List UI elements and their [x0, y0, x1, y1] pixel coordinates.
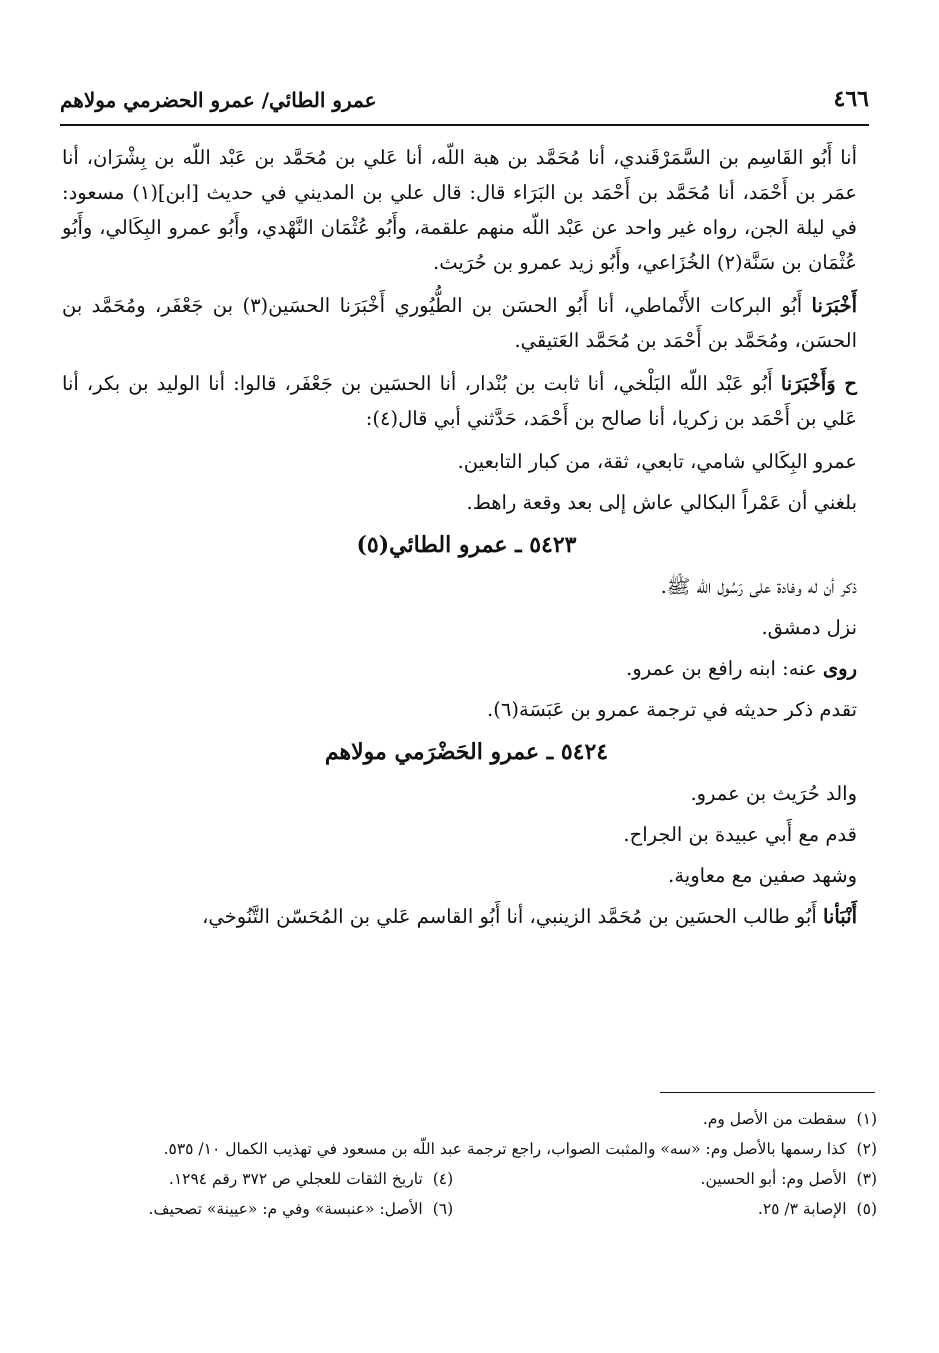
page-number: ٤٦٦ — [833, 86, 869, 112]
footnote-1-text: سقطت من الأصل وم. — [702, 1110, 847, 1128]
footnote-6-text: الأصل: «عنبسة» وفي م: «عيينة» تصحيف. — [148, 1200, 423, 1218]
entry-5424-line-4-lead: أَنْبَأنا — [822, 905, 857, 928]
footnote-4 — [62, 1164, 453, 1194]
entry-5424-body — [62, 776, 871, 934]
page-header — [60, 84, 869, 126]
entry-5424-title: ٥٤٢٤ ـ عمرو الحَضْرَمي مولاهم — [324, 739, 609, 765]
entry-5423-line-1: ذكر أن له وفادة على رَسُول اللّه ﷺ. — [660, 575, 857, 598]
entry-5423-line-3-lead: روى — [822, 657, 857, 680]
entry-5423-body — [62, 569, 871, 727]
footnotes — [62, 1104, 877, 1224]
footnote-6 — [62, 1194, 453, 1224]
entry-5423-line-2: نزل دمشق. — [761, 616, 857, 639]
footnote-4-text: تاريخ الثقات للعجلي ص ٣٧٢ رقم ١٢٩٤. — [168, 1170, 423, 1188]
footnote-row-1 — [62, 1164, 877, 1194]
footnote-row-2 — [62, 1194, 877, 1224]
paragraph-2-text: أَبُو البركات الأَنْماطي، أنا أَبُو الحسَن بن الطُّيُوري أَخْبَرَنا الحسَين(٣) بن جَعْفَر، ومُحَمَّد بن الحسَن، ومُحَمَّد بن أَحْمَد بن مُحَمَّد العَتيقي. — [62, 294, 857, 352]
footnote-6-number: (٦) — [432, 1200, 454, 1218]
footnote-2 — [62, 1134, 877, 1164]
paragraph-1: أنا أَبُو القَاسِم بن السَّمَرْقَندي، أنا مُحَمَّد بن هبة اللّه، أنا عَلي بن مُحَمَّد بن عَبْد اللّه بن بِشْرَان، أنا عمَر بن أَحْمَد، أنا مُحَمَّد بن أَحْمَد بن البَرَاء قال: قال علي بن المديني في حديث [ابن](١) مسعود: في ليلة الجن، رواه غير واحد عن عَبْد اللّه منهم علقمة، وأَبُو عُثْمَان النَّهْدي، وأَبُو عمرو البِكَالي، وأَبُو عُثْمَان بن سَنَّة(٢) الخُزَاعي، وأَبُو زيد عمرو بن حُرَيث. — [62, 146, 857, 274]
paragraph-3 — [62, 366, 871, 436]
quote-block — [62, 444, 871, 520]
footnote-5 — [486, 1194, 877, 1224]
footnote-4-number: (٤) — [432, 1170, 454, 1188]
footnote-1 — [62, 1104, 877, 1134]
footnote-5-number: (٥) — [856, 1200, 877, 1218]
entry-5424-line-4-text: أَبُو طالب الحسَين بن مُحَمَّد الزينبي، أنا أَبُو القاسم عَلي بن المُحَسّن التَّنُوخي، — [202, 905, 823, 928]
paragraph-5: بلغني أن عَمْراً البكالي عاش إلى بعد وقعة راهط. — [466, 491, 857, 514]
entry-5423-title: ٥٤٢٣ ـ عمرو الطائي(٥) — [356, 532, 577, 558]
paragraph-2-lead: أَخْبَرَنا — [811, 294, 858, 317]
entry-5424-line-4 — [62, 899, 871, 934]
entry-5423-line-3-text: عنه: ابنه رافع بن عمرو. — [626, 657, 823, 680]
footnote-2-text: كذا رسمها بالأصل وم: «سه» والمثبت الصواب، راجع ترجمة عبد اللّه بن مسعود في تهذيب الكمال ١٠/ ٥٣٥. — [163, 1140, 847, 1158]
footnote-1-number: (١) — [856, 1110, 877, 1128]
footnote-3-text: الأصل وم: أبو الحسين. — [700, 1170, 847, 1188]
paragraph-3-text: أَبُو عَبْد اللّه البَلْخي، أنا ثابت بن بُنْدار، أنا الحسَين بن جَعْفَر، قالوا: أنا الوليد بن بكر، أنا عَلي بن أَحْمَد بن زكريا، أنا صالح بن أَحْمَد، حَدَّثني أبي قال(٤): — [62, 372, 857, 430]
entry-5423-line-4: تقدم ذكر حديثه في ترجمة عمرو بن عَبَسَة(٦). — [487, 698, 857, 721]
paragraph-4: عمرو البِكَالي شامي، تابعي، ثقة، من كبار التابعين. — [457, 450, 857, 473]
footnote-3-number: (٣) — [856, 1170, 877, 1188]
footnote-2-number: (٢) — [856, 1140, 877, 1158]
paragraph-3-lead: ح وَأَخْبَرَنا — [780, 372, 858, 395]
entry-5424-line-2: قدم مع أَبي عبيدة بن الجراح. — [623, 823, 857, 846]
main-text — [62, 140, 871, 940]
entry-5423-line-3 — [62, 651, 871, 686]
paragraph-2 — [62, 288, 871, 358]
footnote-3 — [486, 1164, 877, 1194]
footnote-5-text: الإصابة ٣/ ٢٥. — [757, 1200, 847, 1218]
entry-5424-line-1: والد حُرَيث بن عمرو. — [690, 782, 857, 805]
entry-5424-line-3: وشهد صفين مع معاوية. — [668, 864, 857, 887]
footnote-divider — [660, 1092, 875, 1093]
running-title: عمرو الطائي/ عمرو الحضرمي مولاهم — [60, 88, 377, 112]
